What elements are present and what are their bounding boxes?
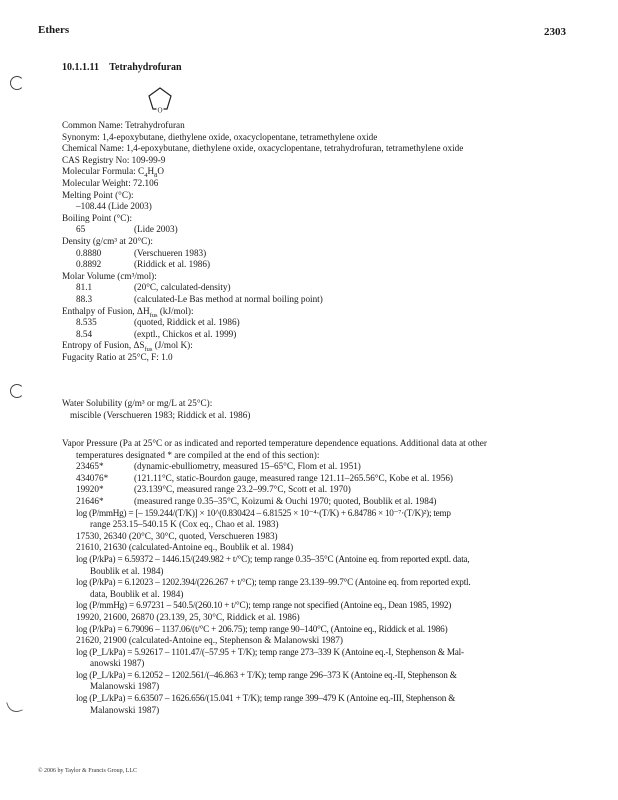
density-row [62,259,572,271]
formula-label: Molecular Formula: [62,166,139,177]
boiling-point-row [62,224,572,236]
scan-mark [6,698,23,715]
entropy-label-unit: (J/mol K): [152,340,193,351]
molar-volume-ref: (calculated-Le Bas method at normal boiling point) [134,293,323,304]
formula-o: O [157,166,164,177]
punch-hole-mark [10,384,24,398]
vapor-pressure-block [62,438,572,716]
formula-h-count: 8 [154,172,158,180]
enthalpy-ref: (quoted, Riddick et al. 1986) [134,317,240,328]
density-ref: (Verschueren 1983) [134,247,207,258]
running-header-section: Ethers [38,24,70,36]
molar-volume-label: Molar Volume (cm³/mol): [62,270,157,281]
chemical-name: Chemical Name: 1,4-epoxybutane, diethylene oxide, oxacyclopentane, tetrahydrofuran, tetramethylene oxide [62,143,464,154]
tetrahydrofuran-structure [140,84,180,114]
vp-equation: log (P_L/kPa) = 6.63507 – 1626.656/(15.041 + T/K); temp range 399–479 K (Antoine eq.-III, Stephenson & [76,693,456,704]
enthalpy-value: 8.535 [76,317,97,328]
entropy-label [62,340,572,352]
synonym: Synonym: 1,4-epoxybutane, diethylene oxide, oxacyclopentane, tetramethylene oxide [62,131,378,142]
molar-volume-value: 81.1 [76,282,93,293]
vp-equation: log (P_L/kPa) = 5.92617 – 1101.47/(–57.95 + T/K); temp range 273–339 K (Antoine eq.-I, Stephenson & Mal- [76,646,464,657]
water-solubility-label: Water Solubility (g/m³ or mg/L at 25°C): [62,398,213,408]
common-name: Common Name: Tetrahydrofuran [62,120,185,130]
enthalpy-label [62,306,572,318]
vp-value: 21646* [76,495,104,506]
section-number: 10.1.1.11 [62,62,99,73]
molar-volume-row [62,282,572,294]
formula-h: H [147,166,155,177]
enthalpy-ref: (exptl., Chickos et al. 1999) [134,328,237,339]
vp-value: 23465* [76,461,104,472]
vp-line: 19920, 21600, 26870 (23.139, 25, 30°C, Riddick et al. 1986) [76,611,300,622]
enthalpy-label-sub: fus [149,311,158,319]
water-solubility-block [62,398,572,421]
punch-hole-mark [10,76,24,90]
vapor-pressure-intro: Vapor Pressure (Pa at 25°C or as indicated and reported temperature dependence equations. Additional data at other [62,438,487,448]
vp-value: 19920* [76,484,104,495]
vp-equation-cont: anowski 1987) [90,658,145,669]
boiling-point-label: Boiling Point (°C): [62,212,133,223]
formula-c: C [138,166,145,177]
section-title: Tetrahydrofuran [109,62,182,73]
enthalpy-label-text: Enthalpy of Fusion, ΔH [62,305,150,316]
molar-volume-value: 88.3 [76,293,93,304]
page-number: 2303 [544,26,566,38]
density-row [62,248,572,260]
water-solubility-value: miscible (Verschueren 1983; Riddick et al. 1986) [70,409,251,420]
vp-equation: log (P/kPa) = 6.79096 – 1137.06/(t/°C + 206.75); temp range 90–140°C, (Antoine eq., Riddick et al. 1986) [76,623,448,634]
vp-equation: log (P/mmHg) = 6.97231 – 540.5/(260.10 + t/°C); temp range not specified (Antoine eq., Dean 1985, 1992) [76,600,452,611]
vapor-pressure-row [62,461,572,473]
melting-point-value: –108.44 (Lide 2003) [76,201,152,212]
entropy-label-sub: fus [144,346,153,354]
vapor-pressure-intro-cont: temperatures designated * are compiled at the end of this section): [76,449,320,460]
section-heading [62,62,182,74]
vp-ref: (measured range 0.35–35°C, Koizumi & Ouchi 1970; quoted, Boublik et al. 1984) [134,495,437,506]
molecular-formula [62,166,572,178]
molecular-weight: Molecular Weight: 72.106 [62,177,159,188]
vp-equation: log (P/kPa) = 6.12023 – 1202.394/(226.267 + t/°C); temp range 23.139–99.7°C (Antoine eq. from reported exptl. [76,577,471,588]
vapor-pressure-row [62,484,572,496]
molar-volume-row [62,294,572,306]
properties-block [62,120,572,363]
vp-equation-cox: log (P/mmHg) = [– 159.244/(T/K)] × 10^(0.830424 – 6.81525 × 10⁻⁴·(T/K) + 6.84786 × 10⁻⁷·(T/K)²); temp [76,507,451,518]
enthalpy-row [62,317,572,329]
fugacity-ratio: Fugacity Ratio at 25°C, F: 1.0 [62,351,173,362]
formula-c-count: 4 [144,172,148,180]
cas-number: CAS Registry No: 109-99-9 [62,154,166,165]
density-value: 0.8892 [76,259,102,270]
molar-volume-ref: (20°C, calculated-density) [134,282,231,293]
vp-equation: log (P_L/kPa) = 6.12052 – 1202.561/(–46.863 + T/K); temp range 296–373 K (Antoine eq.-II, Stephenson & [76,669,457,680]
vp-ref: (dynamic-ebulliometry, measured 15–65°C, Flom et al. 1951) [134,461,361,472]
vp-equation-cont: Malanowski 1987) [90,704,160,715]
enthalpy-label-unit: (kJ/mol): [157,305,194,316]
vp-equation-cont: Boublik et al. 1984) [90,565,164,576]
vp-equation: log (P/kPa) = 6.59372 – 1446.15/(249.982 + t/°C); temp range 0.35–35°C (Antoine eq. from reported exptl. data, [76,553,470,564]
density-ref: (Riddick et al. 1986) [134,259,211,270]
density-value: 0.8880 [76,247,102,258]
density-label: Density (g/cm³ at 20°C): [62,235,153,246]
vp-ref: (23.139°C, measured range 23.2–99.7°C, Scott et al. 1970) [134,484,351,495]
vapor-pressure-row [62,473,572,485]
vapor-pressure-row [62,496,572,508]
vp-line: 17530, 26340 (20°C, 30°C, quoted, Verschueren 1983) [76,530,278,541]
vp-line: 21620, 21900 (calculated-Antoine eq., Stephenson & Malanowski 1987) [76,635,343,646]
vp-equation-cont: data, Boublik et al. 1984) [90,588,184,599]
entropy-label-text: Entropy of Fusion, ΔS [62,340,145,351]
copyright-footer: © 2006 by Taylor & Francis Group, LLC [38,768,138,774]
enthalpy-value: 8.54 [76,328,93,339]
boiling-point-value: 65 [76,224,86,235]
enthalpy-row [62,329,572,341]
vp-equation-cont: Malanowski 1987) [90,681,160,692]
vp-value: 434076* [76,472,109,483]
vp-equation-cox-cont: range 253.15–540.15 K (Cox eq., Chao et al. 1983) [90,519,279,530]
boiling-point-ref: (Lide 2003) [134,224,178,235]
oxygen-atom-label: O [157,106,163,114]
melting-point-label: Melting Point (°C): [62,189,134,200]
vp-ref: (121.11°C, static-Bourdon gauge, measured range 121.11–265.56°C, Kobe et al. 1956) [134,472,453,483]
vp-line: 21610, 21630 (calculated-Antoine eq., Boublik et al. 1984) [76,542,294,553]
